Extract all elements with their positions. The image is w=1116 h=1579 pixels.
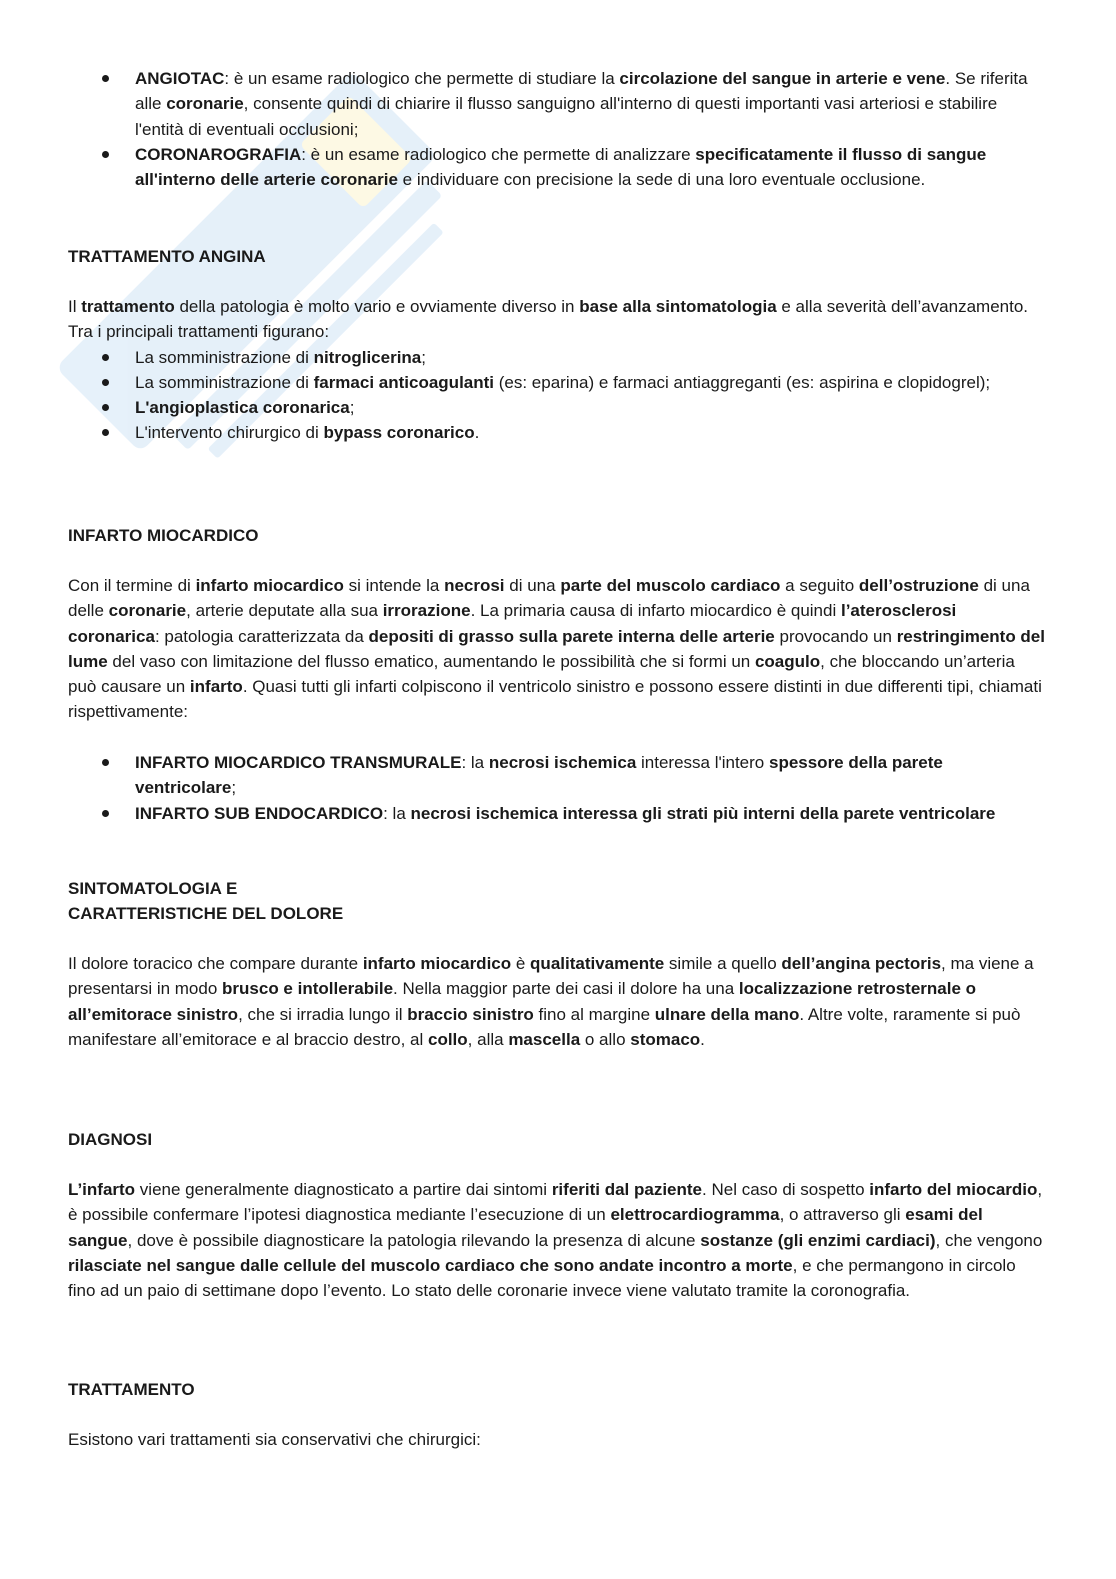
text-run: . Nella maggior parte dei casi il dolore ha una bbox=[393, 979, 739, 999]
bold-text: sostanze (gli enzimi cardiaci) bbox=[700, 1230, 936, 1250]
angina-intro bbox=[68, 294, 1046, 345]
bold-text: depositi di grasso sulla parete interna delle arterie bbox=[368, 626, 775, 646]
section-heading-diagnosi: DIAGNOSI bbox=[68, 1130, 153, 1149]
bold-text: spessore della parete ventricolare bbox=[135, 753, 943, 798]
bold-text: localizzazione retrosternale o all’emitorace sinistro bbox=[68, 979, 977, 1024]
list-item bbox=[68, 370, 1046, 395]
bold-text: trattamento bbox=[81, 297, 175, 316]
text-run: , che vengono bbox=[935, 1230, 1043, 1250]
trattamento-intro: Esistono vari trattamenti sia conservativi che chirurgici: bbox=[68, 1430, 481, 1449]
heading-line: CARATTERISTICHE DEL DOLORE bbox=[68, 904, 344, 924]
text-run: , dove è possibile diagnosticare la patologia rilevando la presenza di alcune bbox=[127, 1230, 701, 1250]
section-heading-sintomatologia bbox=[68, 876, 1046, 927]
text-run: . Quasi tutti gli infarti colpiscono il ventricolo sinistro e possono essere distinti in due differenti tipi, chiamati rispettivamente: bbox=[68, 677, 1042, 722]
text-run: . bbox=[474, 423, 480, 443]
item-label: CORONAROGRAFIA bbox=[135, 144, 302, 164]
infarto-types-list bbox=[68, 750, 1046, 826]
list-item bbox=[68, 801, 1046, 826]
list-item bbox=[68, 750, 1046, 801]
bold-text: coronarie bbox=[166, 94, 244, 114]
text-run: ; bbox=[349, 398, 355, 418]
text-run: : la bbox=[383, 803, 411, 823]
exam-list-section bbox=[68, 66, 1046, 192]
bold-text: specificatamente il flusso di sangue all'interno delle arterie coronarie bbox=[135, 144, 987, 190]
bold-text: parte del muscolo cardiaco bbox=[560, 576, 781, 595]
list-item bbox=[68, 420, 1046, 445]
sintomi-paragraph bbox=[68, 951, 1046, 1052]
bold-text: base alla sintomatologia bbox=[579, 297, 777, 316]
bold-text: stomaco bbox=[630, 1029, 701, 1049]
bold-text: necrosi ischemica interessa gli strati più interni della parete ventricolare bbox=[410, 803, 996, 823]
bold-text: nitroglicerina bbox=[313, 347, 422, 367]
text-run: , o attraverso gli bbox=[779, 1205, 906, 1225]
infarto-paragraph bbox=[68, 573, 1046, 725]
text-run: di una delle bbox=[68, 576, 1030, 621]
bold-text: infarto miocardico bbox=[362, 954, 512, 973]
bold-text: L’infarto bbox=[68, 1180, 136, 1199]
bold-text: INFARTO MIOCARDICO TRANSMURALE bbox=[135, 753, 462, 772]
infarto-types-section bbox=[68, 750, 1046, 826]
bold-text: farmaci anticoagulanti bbox=[313, 372, 495, 392]
text-run: simile a quello bbox=[664, 954, 782, 973]
text-run: , arterie deputate alla sua bbox=[186, 601, 383, 621]
text-run: è bbox=[511, 954, 531, 973]
text-run: viene generalmente diagnosticato a partire dai sintomi bbox=[135, 1180, 552, 1199]
text-run: , è possibile confermare l’ipotesi diagnostica mediante l’esecuzione di un bbox=[68, 1180, 1043, 1225]
text-run: , consente quindi di chiarire il flusso sanguigno all'interno di questi importanti vasi arteriosi e stabilire l'entità di eventuali occlusioni; bbox=[135, 94, 998, 139]
text-run: , che si irradia lungo il bbox=[238, 1004, 408, 1024]
text-run: : è un esame radiologico che permette di studiare la bbox=[224, 69, 620, 88]
text-run: La somministrazione di bbox=[135, 372, 314, 392]
text-run: . Altre volte, raramente si può manifestare all’emitorace e al braccio destro, al bbox=[68, 1004, 1021, 1049]
bold-text: coagulo bbox=[754, 651, 821, 671]
section-heading-infarto-miocardico: INFARTO MIOCARDICO bbox=[68, 526, 259, 545]
text-run: della patologia è molto vario e ovviamente diverso in bbox=[174, 297, 580, 316]
bold-text: ulnare della mano bbox=[654, 1004, 800, 1024]
text-run: . Nel caso di sospetto bbox=[702, 1180, 870, 1199]
text-run: del vaso con limitazione del flusso ematico, aumentando le possibilità che si formi un bbox=[107, 651, 755, 671]
bold-text: l’aterosclerosi coronarica bbox=[68, 601, 957, 646]
text-run: provocando un bbox=[774, 626, 897, 646]
bold-text: elettrocardiogramma bbox=[610, 1205, 780, 1225]
text-run: . Se riferita alle bbox=[135, 69, 1028, 114]
bold-text: bypass coronarico bbox=[323, 423, 475, 443]
text-run: di una bbox=[504, 576, 561, 595]
text-run: interessa l'intero bbox=[636, 753, 769, 772]
text-run: , ma viene a presentarsi in modo bbox=[68, 954, 1034, 999]
text-run: : patologia caratterizzata da bbox=[154, 626, 369, 646]
list-item bbox=[68, 142, 1046, 193]
item-label: ANGIOTAC bbox=[135, 69, 225, 88]
bold-text: necrosi ischemica bbox=[488, 753, 637, 772]
text-run: : la bbox=[461, 753, 489, 772]
bold-text: coronarie bbox=[108, 601, 187, 621]
bold-text: riferiti dal paziente bbox=[551, 1180, 703, 1199]
diagnosi-section bbox=[68, 1177, 1046, 1303]
section-heading-trattamento: TRATTAMENTO bbox=[68, 1380, 195, 1399]
text-run: si intende la bbox=[343, 576, 445, 595]
exam-list bbox=[68, 66, 1046, 192]
bold-text: esami del sangue bbox=[68, 1205, 983, 1250]
text-run: . La primaria causa di infarto miocardico è quindi bbox=[470, 601, 841, 621]
text-run: o allo bbox=[580, 1029, 631, 1049]
bold-text: infarto miocardico bbox=[195, 576, 344, 595]
bold-text: L'angioplastica coronarica bbox=[135, 398, 350, 418]
text-run: ; bbox=[421, 347, 426, 367]
list-item bbox=[68, 345, 1046, 370]
diagnosi-paragraph bbox=[68, 1177, 1046, 1303]
text-run: Con il termine di bbox=[68, 576, 196, 595]
bold-text: collo bbox=[428, 1029, 468, 1049]
trattamento-section bbox=[68, 1427, 1046, 1452]
bold-text: brusco e intollerabile bbox=[222, 979, 394, 999]
infarto-section bbox=[68, 573, 1046, 725]
list-item bbox=[68, 66, 1046, 142]
bold-text: mascella bbox=[508, 1029, 581, 1049]
bold-text: braccio sinistro bbox=[407, 1004, 534, 1024]
bold-text: dell’angina pectoris bbox=[781, 954, 942, 973]
text-run: Il bbox=[68, 297, 82, 316]
bold-text: circolazione del sangue in arterie e vene bbox=[619, 69, 946, 88]
bold-text: qualitativamente bbox=[530, 954, 665, 973]
bold-text: irrorazione bbox=[382, 601, 471, 621]
sintomi-section bbox=[68, 951, 1046, 1052]
bold-text: rilasciate nel sangue dalle cellule del muscolo cardiaco che sono andate incontro a morte bbox=[68, 1255, 793, 1275]
angina-section bbox=[68, 294, 1046, 446]
text-run: L'intervento chirurgico di bbox=[135, 423, 324, 443]
text-run: , e che permangono in circolo fino ad un paio di settimane dopo l’evento. Lo stato delle coronarie invece viene valutato tramite la coronografia. bbox=[68, 1255, 1016, 1301]
bold-text: INFARTO SUB ENDOCARDICO bbox=[135, 803, 384, 823]
angina-treatments-list bbox=[68, 345, 1046, 446]
text-run: fino al margine bbox=[533, 1004, 655, 1024]
text-run: : è un esame radiologico che permette di analizzare bbox=[301, 144, 696, 164]
text-run: e individuare con precisione la sede di una loro eventuale occlusione. bbox=[397, 170, 926, 190]
bold-text: infarto del miocardio bbox=[869, 1180, 1038, 1199]
bold-text: infarto bbox=[189, 677, 243, 697]
text-run: , alla bbox=[467, 1029, 509, 1049]
text-run: e alla severità dell’avanzamento. Tra i principali trattamenti figurano: bbox=[68, 297, 1029, 342]
text-run: (es: eparina) e farmaci antiaggreganti (es: aspirina e clopidogrel); bbox=[494, 372, 991, 392]
bold-text: dell’ostruzione bbox=[858, 576, 979, 595]
list-item bbox=[68, 395, 1046, 420]
text-run: , che bloccando un’arteria può causare un bbox=[68, 651, 1015, 697]
heading-line: SINTOMATOLOGIA E bbox=[68, 879, 238, 898]
text-run: . bbox=[700, 1029, 705, 1049]
bold-text: restringimento del lume bbox=[68, 626, 1045, 671]
bold-text: necrosi bbox=[444, 576, 505, 595]
text-run: ; bbox=[231, 778, 237, 798]
text-run: La somministrazione di bbox=[135, 347, 314, 367]
section-heading-trattamento-angina: TRATTAMENTO ANGINA bbox=[68, 247, 266, 266]
text-run: a seguito bbox=[780, 576, 859, 595]
text-run: Il dolore toracico che compare durante bbox=[68, 954, 363, 973]
